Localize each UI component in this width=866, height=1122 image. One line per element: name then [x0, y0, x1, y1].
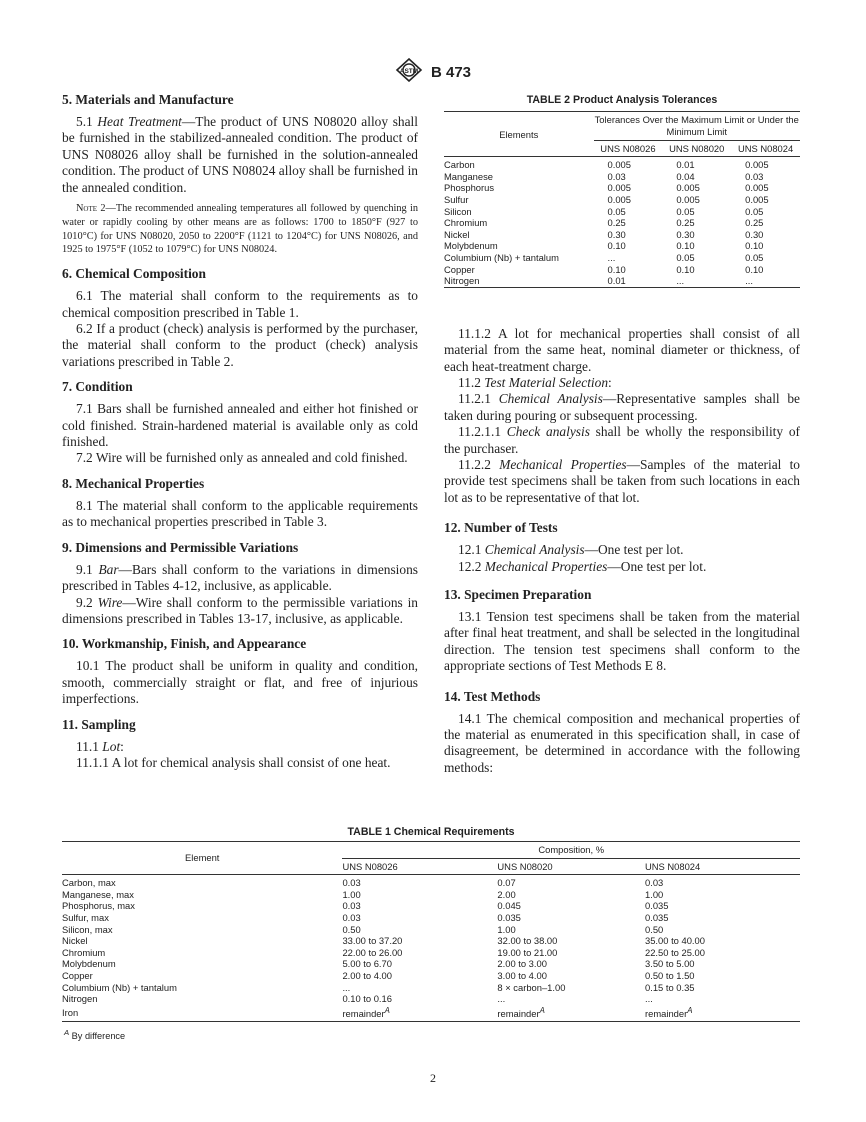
section-10-heading: 10. Workmanship, Finish, and Appearance	[62, 636, 307, 652]
table2-value-cell: 0.03	[607, 170, 626, 182]
table1-value-cell: 0.07	[497, 877, 516, 889]
table1-value-cell: 2.00 to 4.00	[342, 969, 392, 981]
table2-value-cell: 0.05	[676, 251, 695, 263]
table2-group-header: Tolerances Over the Maximum Limit or Under the Minimum Limit	[594, 112, 800, 140]
table1-element-cell: Nitrogen	[62, 993, 98, 1005]
table1-value-cell: 0.045	[497, 900, 521, 912]
table1-value-cell: 0.035	[645, 911, 669, 923]
para-6-2: 6.2 If a product (check) analysis is performed by the purchaser, the material shall conform to the product (check) analysis variations prescribed in Table 2.	[62, 321, 418, 369]
table2-title: TABLE 2 Product Analysis Tolerances	[526, 94, 718, 106]
table2-value-cell: 0.005	[676, 193, 700, 205]
table1-row	[62, 889, 800, 901]
para-11-1-2: 11.1.2 A lot for mechanical properties shall consist of all material from the same heat, nominal diameter or thickness, of each heat-treatment charge.	[444, 325, 800, 374]
table1-col-header: UNS N08026	[342, 858, 497, 875]
table2-value-cell: 0.10	[607, 240, 626, 252]
table2-element-cell: Copper	[444, 263, 475, 275]
section-11-heading: 11. Sampling	[62, 716, 136, 732]
table2-row	[444, 275, 800, 287]
para-11-2-2: 11.2.2 Mechanical Properties—Samples of the material to provide test specimens shall be taken from such locations in each lot as to be representative of that lot.	[444, 456, 800, 505]
table1-element-header: Element	[62, 842, 342, 875]
table2-value-cell: ...	[607, 251, 616, 263]
table2-value-cell: ...	[745, 275, 753, 287]
table1	[62, 841, 800, 1022]
section-12-heading: 12. Number of Tests	[444, 520, 558, 536]
table1-value-cell: remainder$^A$	[497, 1005, 545, 1019]
para-13-1: 13.1 Tension test specimens shall be taken from the material after final heat treatment, and shall be selected in the longitudinal direction. The tension test specimens shall conform to the appropriate sections of Test Methods E 8.	[444, 609, 800, 674]
table1-row	[62, 924, 800, 936]
table2-value-cell: 0.25	[607, 217, 626, 229]
para-9-2: 9.2 Wire—Wire shall conform to the permissible variations in dimensions prescribed in Tables 13-17, inclusive, as applicable.	[62, 594, 418, 626]
table2-col-header: UNS N08020	[662, 140, 731, 157]
table1-value-cell: 3.00 to 4.00	[497, 969, 547, 981]
table1-value-cell: 0.035	[497, 911, 521, 923]
table2-value-cell: ...	[676, 275, 685, 287]
table1-title: TABLE 1 Chemical Requirements	[347, 826, 515, 838]
table2-row	[444, 194, 800, 206]
table2-value-cell: 0.30	[607, 228, 626, 240]
para-5-1: 5.1 Heat Treatment—The product of UNS N08020 alloy shall be furnished in the stabilized-annealed condition. The product of UNS N08026 alloy shall be furnished in the solution-annealed condition. The product of UNS N08024 alloy shall be furnished in the annealed condition.	[62, 114, 418, 195]
table1-value-cell: remainder$^A$	[645, 1005, 693, 1019]
table2-value-cell: 0.25	[676, 217, 695, 229]
table2-row	[444, 217, 800, 229]
para-14-1: 14.1 The chemical composition and mechanical properties of the material as enumerated in this specification shall, in case of disagreement, be determined in accordance with the following methods:	[444, 710, 800, 775]
table1-value-cell: 0.035	[645, 900, 669, 912]
table2-value-cell: 0.005	[745, 182, 769, 194]
table1-value-cell: 3.50 to 5.00	[645, 958, 695, 970]
table2-element-cell: Manganese	[444, 170, 493, 182]
table2-value-cell: 0.005	[607, 159, 631, 171]
svg-text:ASTM: ASTM	[399, 68, 419, 75]
table1-row	[62, 875, 800, 889]
table1-row	[62, 900, 800, 912]
table2-value-cell: 0.10	[745, 240, 764, 252]
table2-value-cell: 0.01	[676, 159, 695, 171]
table2-value-cell: 0.05	[745, 251, 764, 263]
table1-value-cell: remainder$^A$	[342, 1005, 390, 1019]
table1-row	[62, 935, 800, 947]
section-7-heading: 7. Condition	[62, 379, 133, 395]
page-number: 2	[430, 1071, 436, 1085]
table1-value-cell: 0.50	[645, 923, 664, 935]
table2-element-cell: Phosphorus	[444, 182, 495, 194]
table2-col-header: UNS N08026	[594, 140, 663, 157]
table2-row	[444, 182, 800, 194]
table2-element-cell: Nickel	[444, 228, 470, 240]
table1-value-cell: 8 × carbon–1.00	[497, 981, 566, 993]
para-12-1: 12.1 Chemical Analysis—One test per lot.	[458, 542, 684, 558]
table1-value-cell: 1.00	[342, 888, 361, 900]
left-column	[62, 92, 418, 771]
table1-col-header: UNS N08024	[645, 858, 800, 875]
table2-row	[444, 240, 800, 252]
table1-row	[62, 970, 800, 982]
table1-value-cell: ...	[342, 981, 351, 993]
table2-value-cell: 0.05	[745, 205, 764, 217]
table2-value-cell: 0.05	[676, 205, 695, 217]
table2-row	[444, 229, 800, 241]
table1-value-cell: 22.50 to 25.00	[645, 946, 705, 958]
table2-elements-header: Elements	[444, 112, 594, 157]
table1-value-cell: 19.00 to 21.00	[497, 946, 558, 958]
table1-element-cell: Manganese, max	[62, 888, 134, 900]
table1-row	[62, 958, 800, 970]
para-11-1: 11.1 Lot:	[76, 738, 124, 754]
table2-element-cell: Nitrogen	[444, 275, 480, 287]
table2-value-cell: 0.05	[607, 205, 626, 217]
table2-row	[444, 157, 800, 171]
table2-value-cell: 0.10	[676, 263, 695, 275]
document-code: B 473	[430, 64, 472, 81]
table2-value-cell: 0.005	[676, 182, 700, 194]
table1-footnote: $^A$ By difference	[64, 1028, 126, 1042]
table1-value-cell: 0.50 to 1.50	[645, 969, 695, 981]
table1-element-cell: Phosphorus, max	[62, 900, 135, 912]
table1-element-cell: Silicon, max	[62, 923, 113, 935]
table1-value-cell: 0.03	[342, 877, 361, 889]
table1-value-cell: 35.00 to 40.00	[645, 935, 705, 947]
table1-value-cell: 2.00	[497, 888, 516, 900]
para-7-2: 7.2 Wire will be furnished only as annealed and cold finished.	[76, 450, 408, 466]
table1-row	[62, 982, 800, 994]
table2-element-cell: Silicon	[444, 205, 472, 217]
section-14-heading: 14. Test Methods	[444, 688, 541, 704]
table1-value-cell: 2.00 to 3.00	[497, 958, 547, 970]
table1-value-cell: 32.00 to 38.00	[497, 935, 558, 947]
table2-element-cell: Molybdenum	[444, 240, 498, 252]
table2-row	[444, 264, 800, 276]
table2-value-cell: 0.005	[745, 159, 769, 171]
table2-value-cell: 0.04	[676, 170, 695, 182]
note-2: Note 2—The recommended annealing temperatures all followed by quenching in water or rapidly cooling by other means are as follows: 1700 to 1850°F (927 to 1010°C) for UNS N08020, 2050 to 2200°F (1121 to 1204°C) for UNS N08026, and 1925 to 1975°F (1052 to 1079°C) for UNS N08024.	[62, 203, 418, 256]
table1-wrapper	[62, 826, 800, 1042]
para-9-1: 9.1 Bar—Bars shall conform to the variations in dimensions prescribed in Tables 4-12, inclusive, as applicable.	[62, 561, 418, 594]
table1-element-cell: Iron	[62, 1007, 79, 1019]
para-12-2: 12.2 Mechanical Properties—One test per lot.	[458, 558, 707, 574]
table2-value-cell: 0.005	[745, 193, 769, 205]
table1-value-cell: 22.00 to 26.00	[342, 946, 403, 958]
table1-row	[62, 912, 800, 924]
table1-value-cell: 5.00 to 6.70	[342, 958, 392, 970]
table1-value-cell: 0.03	[645, 877, 664, 889]
table2-col-header: UNS N08024	[731, 140, 800, 157]
table1-value-cell: 0.03	[342, 900, 361, 912]
para-11-2-1-1: 11.2.1.1 Check analysis shall be wholly the responsibility of the purchaser.	[444, 424, 800, 456]
para-6-1: 6.1 The material shall conform to the requirements as to chemical composition prescribed in Table 1.	[62, 288, 418, 320]
table2-value-cell: 0.005	[607, 182, 631, 194]
table2-element-cell: Chromium	[444, 217, 488, 229]
table1-value-cell: ...	[497, 993, 506, 1005]
table1-value-cell: 0.50	[342, 923, 361, 935]
astm-logo-icon	[395, 58, 423, 87]
table1-element-cell: Nickel	[62, 935, 88, 947]
table1-row	[62, 947, 800, 959]
table2-value-cell: 0.03	[745, 170, 764, 182]
table2-element-cell: Carbon	[444, 159, 475, 171]
table2-row	[444, 252, 800, 264]
table2-row	[444, 171, 800, 183]
para-11-2-1: 11.2.1 Chemical Analysis—Representative samples shall be taken during pouring or subsequent processing.	[444, 391, 800, 423]
table1-value-cell: 0.10 to 0.16	[342, 993, 392, 1005]
table1-element-cell: Sulfur, max	[62, 911, 109, 923]
table1-value-cell: 1.00	[497, 923, 516, 935]
section-5-heading: 5. Materials and Manufacture	[62, 92, 234, 107]
table1-value-cell: 1.00	[645, 888, 664, 900]
table2-element-cell: Sulfur	[444, 193, 469, 205]
table2-value-cell: 0.005	[607, 193, 631, 205]
section-8-heading: 8. Mechanical Properties	[62, 475, 205, 491]
para-8-1: 8.1 The material shall conform to the applicable requirements as to mechanical properties prescribed in Table 3.	[62, 497, 418, 530]
para-11-2: 11.2 Test Material Selection:	[458, 374, 612, 390]
table1-value-cell: 33.00 to 37.20	[342, 935, 403, 947]
section-6-heading: 6. Chemical Composition	[62, 266, 206, 282]
table1-row	[62, 1005, 800, 1022]
table2-value-cell: 0.10	[745, 263, 764, 275]
table2-value-cell: 0.10	[607, 263, 626, 275]
table1-element-cell: Chromium	[62, 946, 106, 958]
section-13-heading: 13. Specimen Preparation	[444, 587, 592, 602]
table2	[444, 111, 800, 287]
right-column	[444, 92, 800, 776]
table1-group-header: Composition, %	[342, 842, 800, 859]
section-9-heading: 9. Dimensions and Permissible Variations	[62, 539, 299, 555]
table1-element-cell: Columbium (Nb) + tantalum	[62, 981, 177, 993]
table1-col-header: UNS N08020	[497, 858, 645, 875]
table1-element-cell: Molybdenum	[62, 958, 116, 970]
table2-value-cell: 0.30	[745, 228, 764, 240]
table1-element-cell: Copper	[62, 969, 93, 981]
table2-value-cell: 0.25	[745, 217, 764, 229]
table1-value-cell: 0.03	[342, 911, 361, 923]
para-7-1: 7.1 Bars shall be furnished annealed and either hot finished or cold finished. Strain-hardened material is available only as cold finished.	[62, 401, 418, 450]
table1-value-cell: ...	[645, 993, 653, 1005]
table1-value-cell: 0.15 to 0.35	[645, 981, 695, 993]
table2-value-cell: 0.10	[676, 240, 695, 252]
para-11-1-1: 11.1.1 A lot for chemical analysis shall consist of one heat.	[76, 754, 391, 770]
table2-value-cell: 0.30	[676, 228, 695, 240]
table2-value-cell: 0.01	[607, 275, 626, 287]
table2-element-cell: Columbium (Nb) + tantalum	[444, 251, 559, 263]
page-header	[0, 58, 866, 87]
table1-element-cell: Carbon, max	[62, 877, 116, 889]
table2-row	[444, 206, 800, 218]
para-10-1: 10.1 The product shall be uniform in quality and condition, smooth, commercially straight or flat, and free of injurious imperfections.	[62, 658, 418, 707]
table1-row	[62, 993, 800, 1005]
